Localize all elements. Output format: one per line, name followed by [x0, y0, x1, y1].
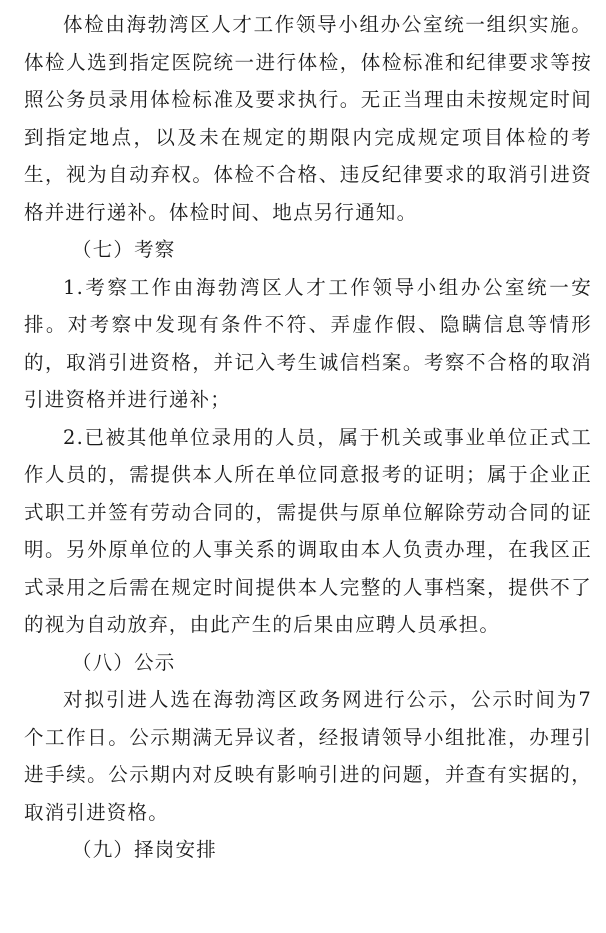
- paragraph-inspection-2: 2.已被其他单位录用的人员，属于机关或事业单位正式工作人员的，需提供本人所在单位同意报考的证明；属于企业正式职工并签有劳动合同的，需提供与原单位解除劳动合同的证明。另外原单位的人事关系的调取由本人负责办理，在我区正式录用之后需在规定时间提供本人完整的人事档案，提供不了的视为自动放弃，由此产生的后果由应聘人员承担。: [24, 425, 592, 636]
- section-heading-inspection: （七）考察: [72, 238, 176, 261]
- section-heading-position-selection: （九）择岗安排: [72, 838, 217, 861]
- section-heading-publicity: （八）公示: [72, 650, 176, 674]
- paragraph-inspection-1: 1.考察工作由海勃湾区人才工作领导小组办公室统一安排。对考察中发现有条件不符、弄虚作假、隐瞒信息等情形的，取消引进资格，并记入考生诚信档案。考察不合格的取消引进资格并进行递补；: [24, 275, 592, 411]
- paragraph-publicity: 对拟引进人选在海勃湾区政务网进行公示，公示时间为7个工作日。公示期满无异议者，经报请领导小组批准，办理引进手续。公示期内对反映有影响引进的问题，并查有实据的，取消引进资格。: [24, 688, 592, 824]
- paragraph-physical-exam: 体检由海勃湾区人才工作领导小组办公室统一组织实施。体检人选到指定医院统一进行体检，体检标准和纪律要求等按照公务员录用体检标准及要求执行。无正当理由未按规定时间到指定地点，以及未在规定的期限内完成规定项目体检的考生，视为自动弃权。体检不合格、违反纪律要求的取消引进资格并进行递补。体检时间、地点另行通知。: [24, 13, 592, 224]
